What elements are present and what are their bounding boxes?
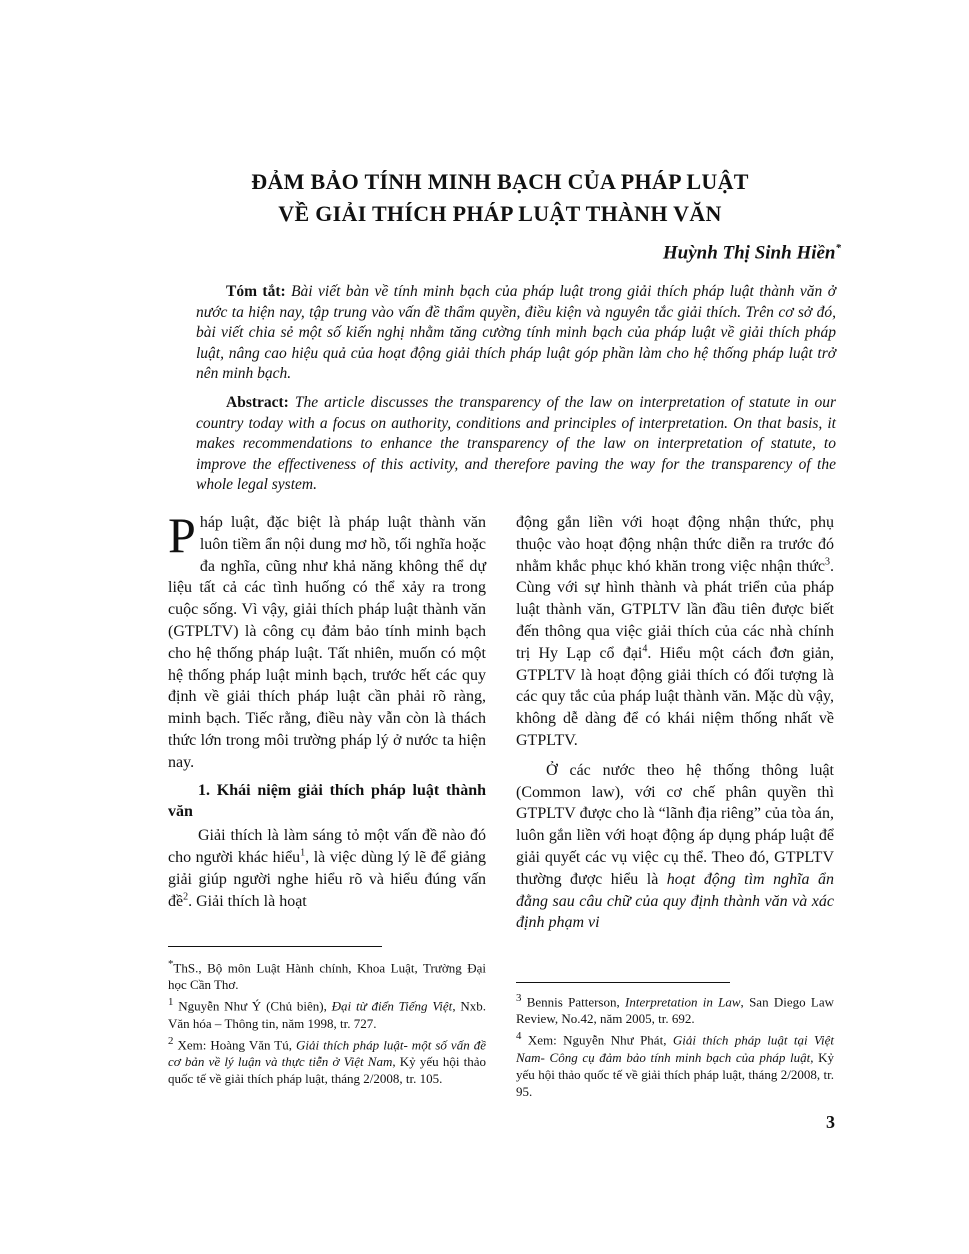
footnote-2 — [168, 1033, 486, 1087]
right-p2-text-a: Ở các nước theo hệ thống thông luật (Common law), với cơ chế phân quyền thì GTPLTV được cho là “lãnh địa riêng” của tòa án, luôn gắn liền với hoạt động áp dụng pháp luật để giải quyết các vụ việc cụ thể. Theo đó, GTPLTV thường được hiểu là — [516, 761, 834, 888]
section-heading: 1. Khái niệm giải thích pháp luật thành văn — [168, 781, 486, 821]
footnote-divider-left — [168, 946, 382, 947]
author-name: Huỳnh Thị Sinh Hiền — [662, 242, 836, 264]
footnote-star — [168, 956, 486, 993]
footnote-star-mark: * — [168, 958, 174, 970]
summary-en-text: The article discusses the transparency of the law on interpretation of statute in our country today with a focus on authority, conditions and principles of interpretation. On that basis, it makes recommendations to enhance the transparency of the law on interpretation of statute, to improve the effectiveness of this activity, and therefore paving the way for the transparency of the whole legal system. — [196, 394, 836, 494]
summary-en-label: Abstract: — [226, 394, 289, 411]
author-line — [663, 242, 841, 264]
footnote-4-text-a: Xem: Nguyễn Như Phát, — [521, 1032, 673, 1048]
footnote-ref-4[interactable]: 4 — [642, 643, 648, 655]
right-column — [516, 512, 834, 934]
page-number: 3 — [826, 1112, 835, 1132]
summary-english — [196, 393, 836, 496]
footnote-divider-right — [516, 982, 730, 983]
summary-vietnamese — [196, 282, 836, 385]
left-p2-text-a: Giải thích là làm sáng tỏ một vấn đề nào đó cho người khác hiểu — [168, 827, 486, 866]
left-p2-text-c: . Giải thích là hoạt — [188, 892, 307, 910]
right-p1-text-b: . Cùng với sự hình thành và phát triển của pháp luật thành văn, GTPLTV lần đầu tiên được biết đến thông qua việc giải thích của các nhà chính trị Hy Lạp cổ đại — [516, 557, 834, 662]
footnote-1 — [168, 994, 486, 1031]
footnote-3-mark: 3 — [516, 992, 522, 1004]
left-column — [168, 507, 486, 912]
title-line-2: VỀ GIẢI THÍCH PHÁP LUẬT THÀNH VĂN — [278, 201, 722, 226]
summary-vi-label: Tóm tắt: — [226, 283, 286, 300]
footnote-2-text-b: , Kỷ yếu hội thảo quốc tế về giải thích pháp luật, tháng 2/2008, tr. 105. — [168, 1053, 487, 1086]
right-p1-text-c: . Hiểu một cách đơn giản, GTPLTV là hoạt động giải thích có đối tượng là các quy tắc của pháp luật thành văn. Mặc dù vậy, không dễ dàng để có khái niệm thống nhất về GTPLTV. — [516, 644, 834, 749]
footnotes-left — [168, 956, 486, 1088]
article-title — [150, 166, 850, 230]
footnote-2-mark: 2 — [168, 1034, 174, 1047]
drop-cap: P — [168, 507, 196, 563]
footnote-star-text: ThS., Bộ môn Luật Hành chính, Khoa Luật, Trường Đại học Cần Thơ. — [168, 960, 486, 993]
summary-vi-text: Bài viết bàn về tính minh bạch của pháp luật trong giải thích pháp luật thành văn ở nước ta hiện nay, tập trung vào vấn đề thẩm quyền, điều kiện và nguyên tắc giải thích. Trên cơ sở đó, bài viết chia sẻ một số kiến nghị nhằm tăng cường tính minh bạch của pháp luật về giải thích pháp luật, nâng cao hiệu quả của hoạt động giải thích pháp luật góp phần làm cho hệ thống pháp luật trở nên minh bạch. — [196, 283, 836, 383]
footnote-3-text-b: , San Diego Law Review, No.42, năm 2005, tr. 692. — [516, 994, 835, 1027]
intro-paragraph — [168, 507, 486, 774]
footnote-ref-3[interactable]: 3 — [825, 556, 830, 568]
right-paragraph-2 — [516, 760, 834, 934]
intro-text: háp luật, đặc biệt là pháp luật thành văn luôn tiềm ẩn nội dung mơ hồ, tối nghĩa hoặc đa nghĩa, cũng như khả năng không thể dự liệu tất cả các tình huống có thể xảy ra trong cuộc sống. Vì vậy, giải thích pháp luật thành văn (GTPLTV) là công cụ đảm bảo tính minh bạch cho hệ thống pháp luật. Tất nhiên, muốn có một hệ thống pháp luật minh bạch, trước hết các quy định về giải thích pháp luật cần phải rõ ràng, minh bạch. Tiếc rằng, điều này vẫn còn là thách thức lớn trong môi trường pháp lý ở nước ta hiện nay. — [168, 514, 486, 771]
footnote-3-title: Interpretation in Law — [625, 994, 741, 1010]
author-mark: * — [835, 242, 841, 254]
footnote-1-title: Đại từ điển Tiếng Việt — [331, 998, 453, 1014]
footnote-1-text-b: , Nxb. Văn hóa – Thông tin, năm 1998, tr. 727. — [168, 998, 486, 1031]
left-p2-text-b: , là việc dùng lý lẽ để giảng giải giúp người nghe hiểu rõ và hiểu đúng vấn đề — [168, 848, 486, 910]
footnote-1-text-a: Nguyễn Như Ý (Chủ biên), — [173, 998, 332, 1014]
footnote-4 — [516, 1028, 834, 1099]
footnote-4-title: Giải thích pháp luật tại Việt Nam- Công cụ đảm bảo tính minh bạch của pháp luật — [516, 1032, 834, 1065]
right-p1-text-a: động gắn liền với hoạt động nhận thức, phụ thuộc vào hoạt động nhận thức diễn ra trước đó nhằm khắc phục khó khăn trong việc nhận thức — [516, 514, 834, 575]
right-paragraph-1 — [516, 512, 834, 752]
footnote-ref-1[interactable]: 1 — [300, 847, 306, 859]
footnote-1-mark: 1 — [168, 996, 174, 1009]
footnote-ref-2[interactable]: 2 — [183, 891, 189, 903]
footnotes-right — [516, 990, 834, 1101]
right-p2-italic: hoạt động tìm nghĩa ẩn đằng sau câu chữ của quy định thành văn và xác định phạm vi — [516, 870, 834, 932]
footnote-4-mark: 4 — [516, 1030, 522, 1043]
footnote-3-text-a: Bennis Patterson, — [521, 994, 626, 1010]
footnote-3 — [516, 990, 834, 1027]
footnote-4-text-b: , Kỷ yếu hội thảo quốc tế về giải thích pháp luật, tháng 2/2008, tr. 95. — [516, 1049, 834, 1099]
footnote-2-title: Giải thích pháp luật- một số vấn đề cơ bản về lý luận và thực tiễn ở Việt Nam — [168, 1036, 487, 1069]
left-paragraph-2 — [168, 825, 486, 912]
title-line-1: ĐẢM BẢO TÍNH MINH BẠCH CỦA PHÁP LUẬT — [251, 169, 749, 194]
footnote-2-text-a: Xem: Hoàng Văn Tú, — [173, 1036, 297, 1052]
